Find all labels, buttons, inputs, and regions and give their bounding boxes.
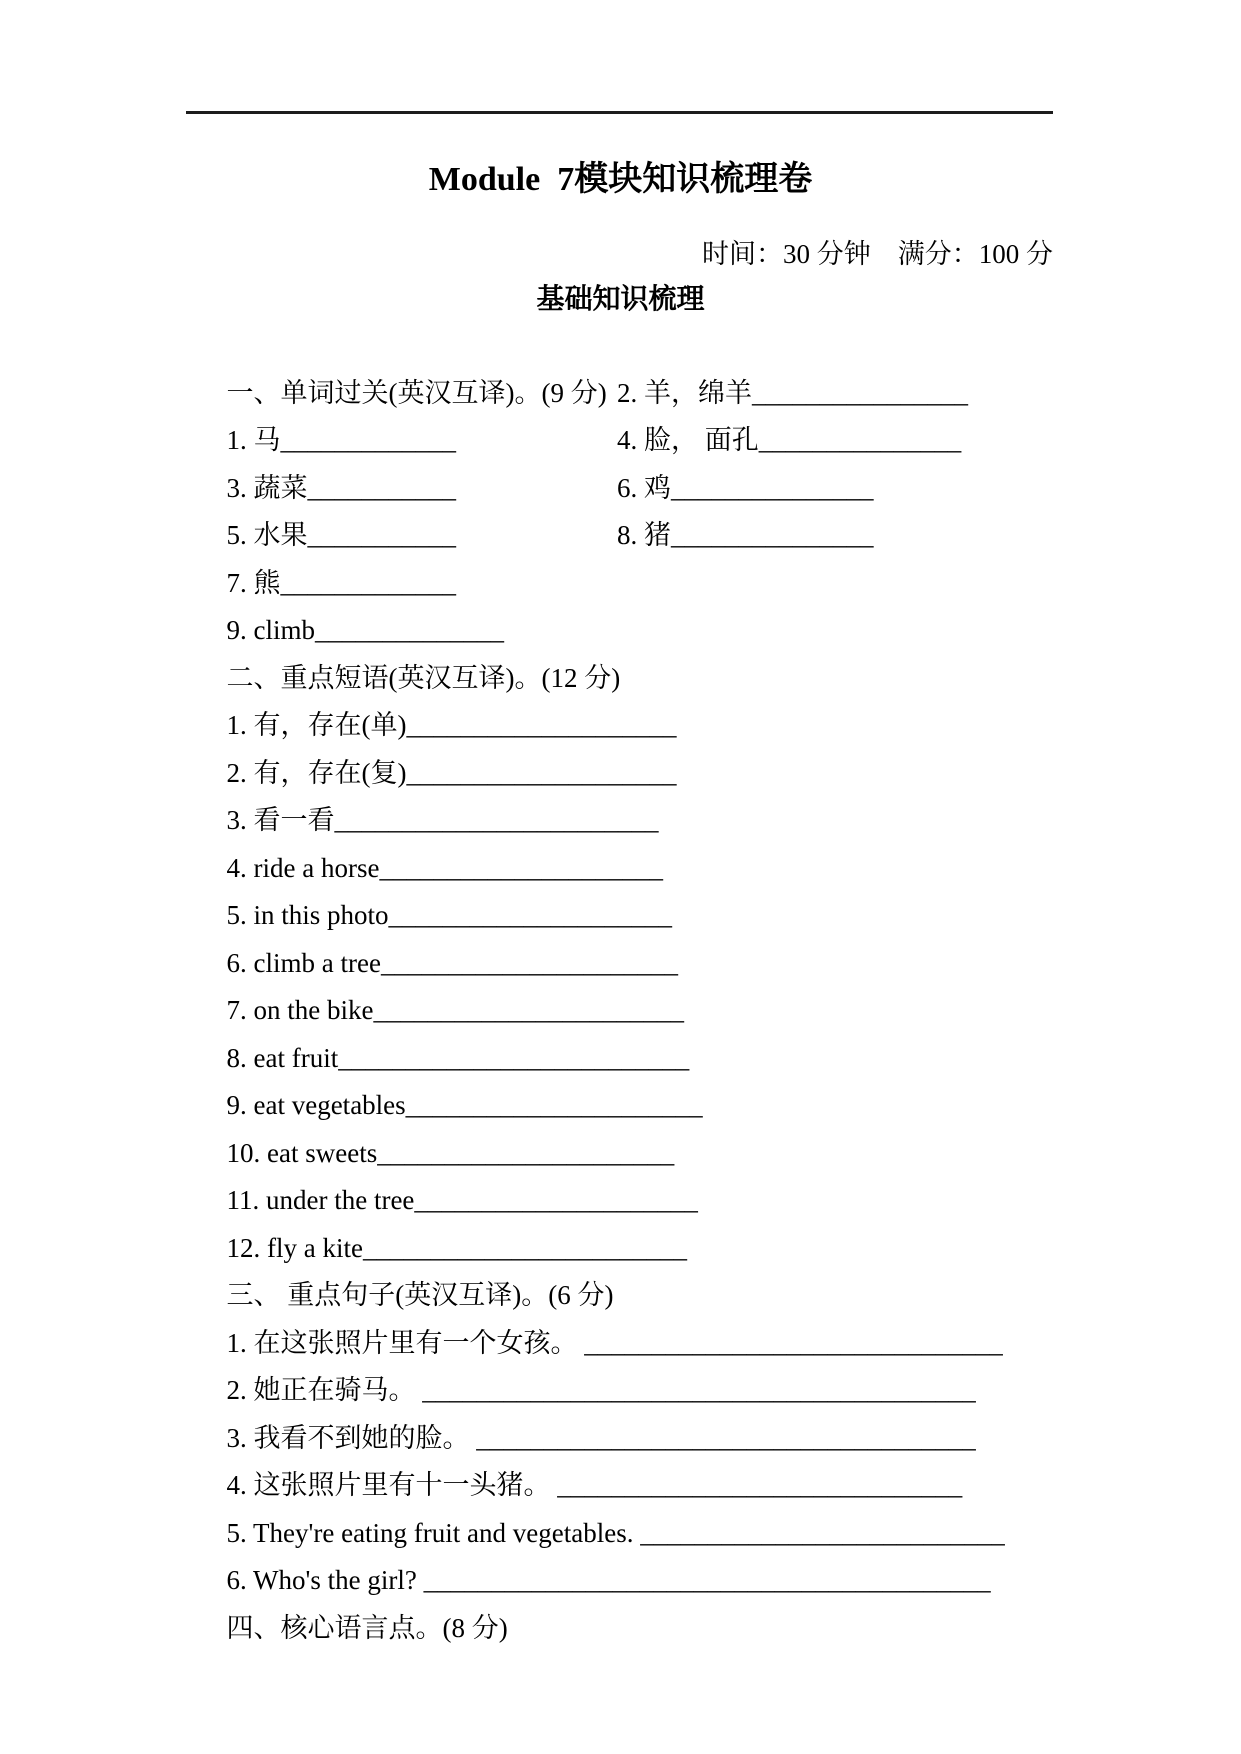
item-blank: _____________________ bbox=[414, 1185, 698, 1215]
word-item bbox=[617, 417, 961, 465]
phrase-row bbox=[186, 1177, 1166, 1263]
page-title: Module 7模块知识梳理卷 bbox=[428, 161, 813, 198]
item-label: 1. 马 bbox=[226, 425, 281, 455]
item-label: 5. in this photo bbox=[226, 900, 389, 930]
item-label: 6. 鸡 bbox=[617, 472, 671, 503]
phrase-row bbox=[186, 1035, 1166, 1120]
item-label: 5. They're eating fruit and vegetables. bbox=[226, 1517, 641, 1548]
item-blank: _______________ bbox=[758, 425, 962, 455]
word-item bbox=[617, 465, 874, 513]
phrase-row bbox=[186, 892, 1166, 978]
section4-heading-row bbox=[186, 1557, 1166, 1643]
item-label: 6. climb a tree bbox=[226, 947, 381, 978]
item-label: 4. 脸， 面孔 bbox=[617, 425, 759, 455]
word-row bbox=[186, 512, 1166, 598]
item-label: 1. 在这张照片里有一个女孩。 bbox=[226, 1327, 585, 1358]
item-blank: ______________ bbox=[315, 615, 504, 645]
item-blank: _______________ bbox=[671, 520, 874, 550]
section-heading: 一、单词过关(英汉互译)。(9 分) bbox=[226, 377, 607, 408]
item-label: 2. 有，存在(复) bbox=[226, 757, 407, 788]
item-blank: _____________________ bbox=[388, 900, 673, 930]
section3-heading-row bbox=[186, 1225, 1166, 1310]
section-heading: 三、 重点句子(英汉互译)。(6 分) bbox=[226, 1280, 614, 1310]
item-label: 3. 看一看 bbox=[226, 805, 335, 835]
word-row bbox=[186, 560, 1166, 645]
item-blank: _____________ bbox=[280, 425, 456, 455]
item-label: 2. 她正在骑马。 bbox=[226, 1375, 423, 1405]
section2-heading-row bbox=[186, 607, 1166, 693]
sentence-row bbox=[186, 1510, 1166, 1595]
sentence-row bbox=[186, 1462, 1166, 1548]
item-label: 3. 蔬菜 bbox=[226, 472, 308, 503]
item-label: 11. under the tree bbox=[226, 1185, 415, 1215]
item-label: 10. eat sweets bbox=[226, 1137, 378, 1168]
sentence-row bbox=[186, 1415, 1166, 1500]
sentence-row bbox=[186, 1320, 1166, 1405]
time-score-info: 时间：30 分钟 满分：100 分 bbox=[702, 239, 1053, 269]
item-label: 4. 这张照片里有十一头猪。 bbox=[226, 1470, 558, 1500]
item-label: 9. eat vegetables bbox=[226, 1090, 406, 1120]
item-blank: _______________________________ bbox=[584, 1327, 1003, 1358]
phrase-row bbox=[186, 1082, 1166, 1168]
phrase-row bbox=[186, 987, 1166, 1073]
word-item bbox=[617, 370, 968, 418]
sentence-row bbox=[186, 1272, 1166, 1358]
item-label: 1. 有，存在(单) bbox=[226, 710, 407, 740]
item-blank: _______________________ bbox=[373, 995, 684, 1025]
item-label: 4. ride a horse bbox=[226, 852, 380, 883]
item-blank: ________________ bbox=[752, 377, 968, 408]
item-blank: ______________________ bbox=[380, 947, 678, 978]
item-blank: ______________________ bbox=[377, 1137, 675, 1168]
item-blank: ___________ bbox=[307, 520, 456, 550]
item-label: 3. 我看不到她的脸。 bbox=[226, 1422, 477, 1453]
phrase-row bbox=[186, 655, 1166, 740]
section-subtitle: 基础知识梳理 bbox=[536, 284, 705, 315]
item-blank: _____________________________________ bbox=[476, 1422, 976, 1453]
item-blank: ____________________ bbox=[406, 710, 677, 740]
item-blank: ________________________ bbox=[334, 805, 659, 835]
item-label: 8. eat fruit bbox=[226, 1042, 339, 1073]
item-blank: _____________ bbox=[280, 567, 456, 598]
item-blank: __________________________ bbox=[338, 1042, 690, 1073]
item-label: 8. 猪 bbox=[617, 520, 671, 550]
phrase-row bbox=[186, 797, 1166, 883]
item-blank: __________________________________________ bbox=[423, 1565, 991, 1595]
section-heading: 二、重点短语(英汉互译)。(12 分) bbox=[226, 662, 621, 693]
header-rule bbox=[186, 111, 1053, 114]
phrase-row bbox=[186, 845, 1166, 930]
item-blank: ________________________ bbox=[362, 1232, 687, 1263]
item-label: 6. Who's the girl? bbox=[226, 1565, 424, 1595]
item-blank: ____________________ bbox=[406, 757, 677, 788]
item-label: 7. on the bike bbox=[226, 995, 374, 1025]
sentence-row bbox=[186, 1367, 1166, 1453]
worksheet-body bbox=[186, 322, 1166, 1643]
item-label: 2. 羊，绵羊 bbox=[617, 377, 752, 408]
section-heading: 四、核心语言点。(8 分) bbox=[226, 1612, 508, 1643]
item-blank: ___________ bbox=[307, 472, 456, 503]
item-label: 7. 熊 bbox=[226, 567, 281, 598]
item-blank: _____________________ bbox=[379, 852, 663, 883]
item-blank: _________________________________________ bbox=[422, 1375, 976, 1405]
item-label: 12. fly a kite bbox=[226, 1232, 363, 1263]
phrase-row bbox=[186, 940, 1166, 1025]
word-item bbox=[617, 512, 874, 560]
item-blank: _______________ bbox=[671, 472, 874, 503]
item-label: 9. climb bbox=[226, 615, 315, 645]
item-blank: ___________________________ bbox=[640, 1517, 1005, 1548]
item-label: 5. 水果 bbox=[226, 520, 308, 550]
phrase-row bbox=[186, 1130, 1166, 1215]
phrase-row bbox=[186, 702, 1166, 788]
phrase-row bbox=[186, 750, 1166, 835]
item-blank: ______________________________ bbox=[557, 1470, 963, 1500]
item-blank: ______________________ bbox=[405, 1090, 703, 1120]
